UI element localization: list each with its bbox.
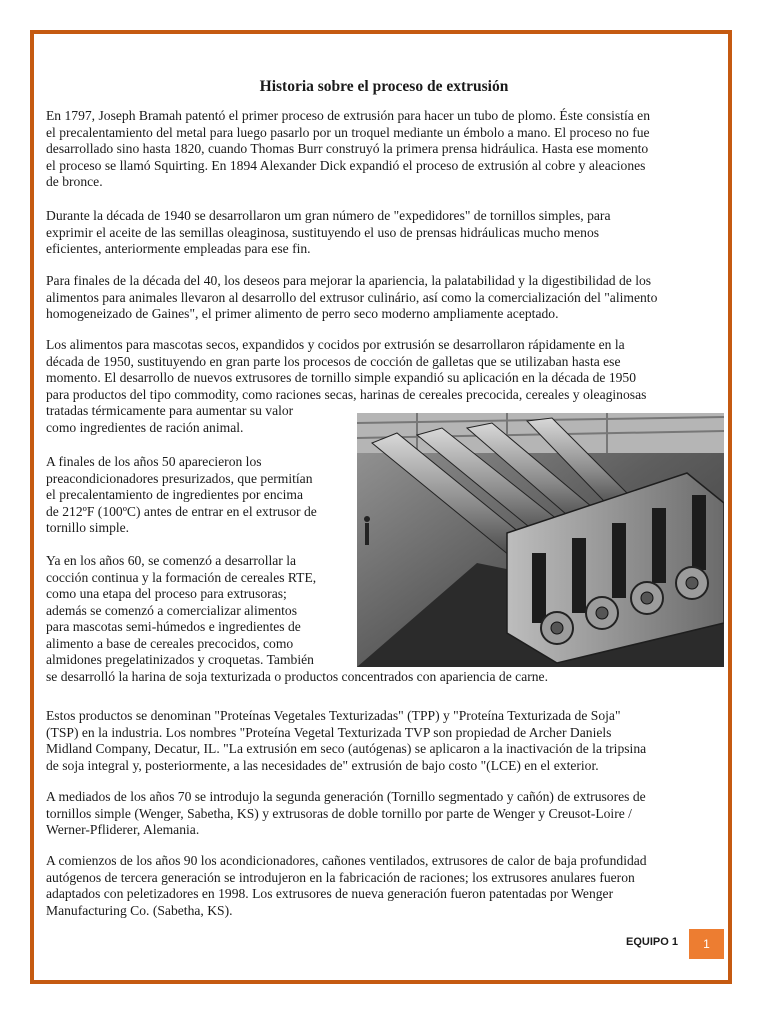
text-line: Werner-Pfliderer, Alemania. — [46, 822, 200, 837]
paragraph-8 — [46, 789, 716, 839]
text-line: almidones pregelatinizados y croquetas. También — [46, 652, 314, 667]
text-line: preacondicionadores presurizados, que permitían — [46, 470, 313, 486]
text-line: Ya en los años 60, se comenzó a desarrollar la — [46, 553, 297, 568]
text-line: Para finales de la década del 40, los deseos para mejorar la apariencia, la palatabilidad y la digestibilidad de los — [46, 273, 652, 288]
text-line: En 1797, Joseph Bramah patentó el primer proceso de extrusión para hacer un tubo de plomo. Éste consistía en — [46, 108, 650, 123]
text-line: desarrollado sino hasta 1820, cuando Thomas Burr construyó la primera prensa hidráulica. Hasta ese momento — [46, 141, 649, 156]
text-line: A comienzos de los años 90 los acondicionadores, cañones ventilados, extrusores de calor de baja profundidad — [46, 853, 647, 868]
text-line: (TSP) en la industria. Los nombres "Proteína Vegetal Texturizada TVP son propiedad de Archer Daniels — [46, 724, 612, 740]
text-line: Los alimentos para mascotas secos, expandidos y cocidos por extrusión se desarrollaron rápidamente en la — [46, 337, 625, 352]
text-line: el precalentamiento del metal para luego pasarlo por un troquel mediante un émbolo a mano. El proceso no fue — [46, 124, 650, 140]
text-line: Manufacturing Co. (Sabetha, KS). — [46, 902, 233, 918]
text-line: A mediados de los años 70 se introdujo la segunda generación (Tornillo segmentado y cañón) de extrusores de — [46, 789, 646, 804]
paragraph-5 — [46, 454, 346, 537]
text-line: además se comenzó a comercializar alimentos — [46, 602, 297, 618]
text-line: el precalentamiento de ingredientes por encima — [46, 487, 304, 502]
paragraph-1 — [46, 108, 716, 191]
text-line: el proceso se llamó Squirting. En 1894 Alexander Dick expandió el proceso de extrusión al cobre y aleaciones — [46, 157, 646, 173]
text-line: tratadas térmicamente para aumentar su valor — [46, 403, 294, 418]
paragraph-7 — [46, 708, 716, 774]
extruder-machine-photo — [357, 413, 724, 667]
text-line: como una etapa del proceso para extrusoras; — [46, 586, 287, 601]
footer-team-label: EQUIPO 1 — [626, 936, 678, 948]
text-line: tornillo simple. — [46, 520, 130, 535]
paragraph-9 — [46, 853, 716, 919]
text-line: Estos productos se denominan "Proteínas Vegetales Texturizadas" (TPP) y "Proteína Texturizada de Soja" — [46, 708, 621, 723]
text-line: de bronce. — [46, 174, 103, 189]
text-line: década de 1950, sustituyendo en gran parte los procesos de cocción de galletas que se utilizaban hasta ese — [46, 353, 621, 369]
text-line: A finales de los años 50 aparecieron los — [46, 454, 262, 469]
text-line: eficientes, anteriormente empleadas para ese fin. — [46, 241, 311, 256]
paragraph-2 — [46, 208, 716, 258]
text-line: exprimir el aceite de las semillas oleaginosa, sustituyendo el uso de prensas hidráulicas mucho menos — [46, 224, 600, 240]
text-line: Durante la década de 1940 se desarrollaron um gran número de "expedidores" de tornillos simples, para — [46, 208, 611, 223]
text-line: alimento a base de cereales precocidos, como — [46, 635, 294, 651]
text-line: de soja integral y, posteriormente, a las necesidades de" extrusión de bajo costo "(LCE) en el exterior. — [46, 757, 599, 773]
text-line: tornillos simple (Wenger, Sabetha, KS) y extrusoras de doble tornillo por parte de Wenger y Creusot-Loire / — [46, 805, 632, 821]
text-line: alimentos para animales llevaron al desarrollo del extrusor culinário, así como la comercialización del "alimento — [46, 289, 658, 305]
document-title: Historia sobre el proceso de extrusión — [259, 78, 509, 95]
page-number-badge: 1 — [689, 929, 724, 959]
text-line: Midland Company, Decatur, IL. "La extrusión em seco (autógenas) se aplicaron a la inactivación de la tripsina — [46, 741, 647, 756]
text-line: de 212ºF (100ºC) antes de entrar en el extrusor de — [46, 503, 317, 519]
text-line: momento. El desarrollo de nuevos extrusores de tornillo simple expandió su aplicación en la década de 1950 — [46, 370, 637, 385]
text-line: se desarrolló la harina de soja texturizada o productos concentrados con apariencia de carne. — [46, 668, 548, 684]
text-line: autógenos de tercera generación se introdujeron en la fabricación de raciones; los extrusores anulares fueron — [46, 869, 635, 885]
text-line: para mascotas semi-húmedos e ingredientes de — [46, 619, 301, 634]
text-line: homogeneizado de Gaines", el primer alimento de perro seco moderno ampliamente aceptado. — [46, 306, 559, 321]
text-line: como ingredientes de ración animal. — [46, 419, 244, 435]
text-line: adaptados con peletizadores en 1998. Los extrusores de nueva generación fueron patentadas por Wenger — [46, 886, 614, 901]
paragraph-3 — [46, 273, 716, 323]
text-line: para productos del tipo commodity, como raciones secas, harinas de cereales precocida, cereales y oleaginosas — [46, 386, 647, 402]
text-line: cocción continua y la formación de cereales RTE, — [46, 569, 317, 585]
